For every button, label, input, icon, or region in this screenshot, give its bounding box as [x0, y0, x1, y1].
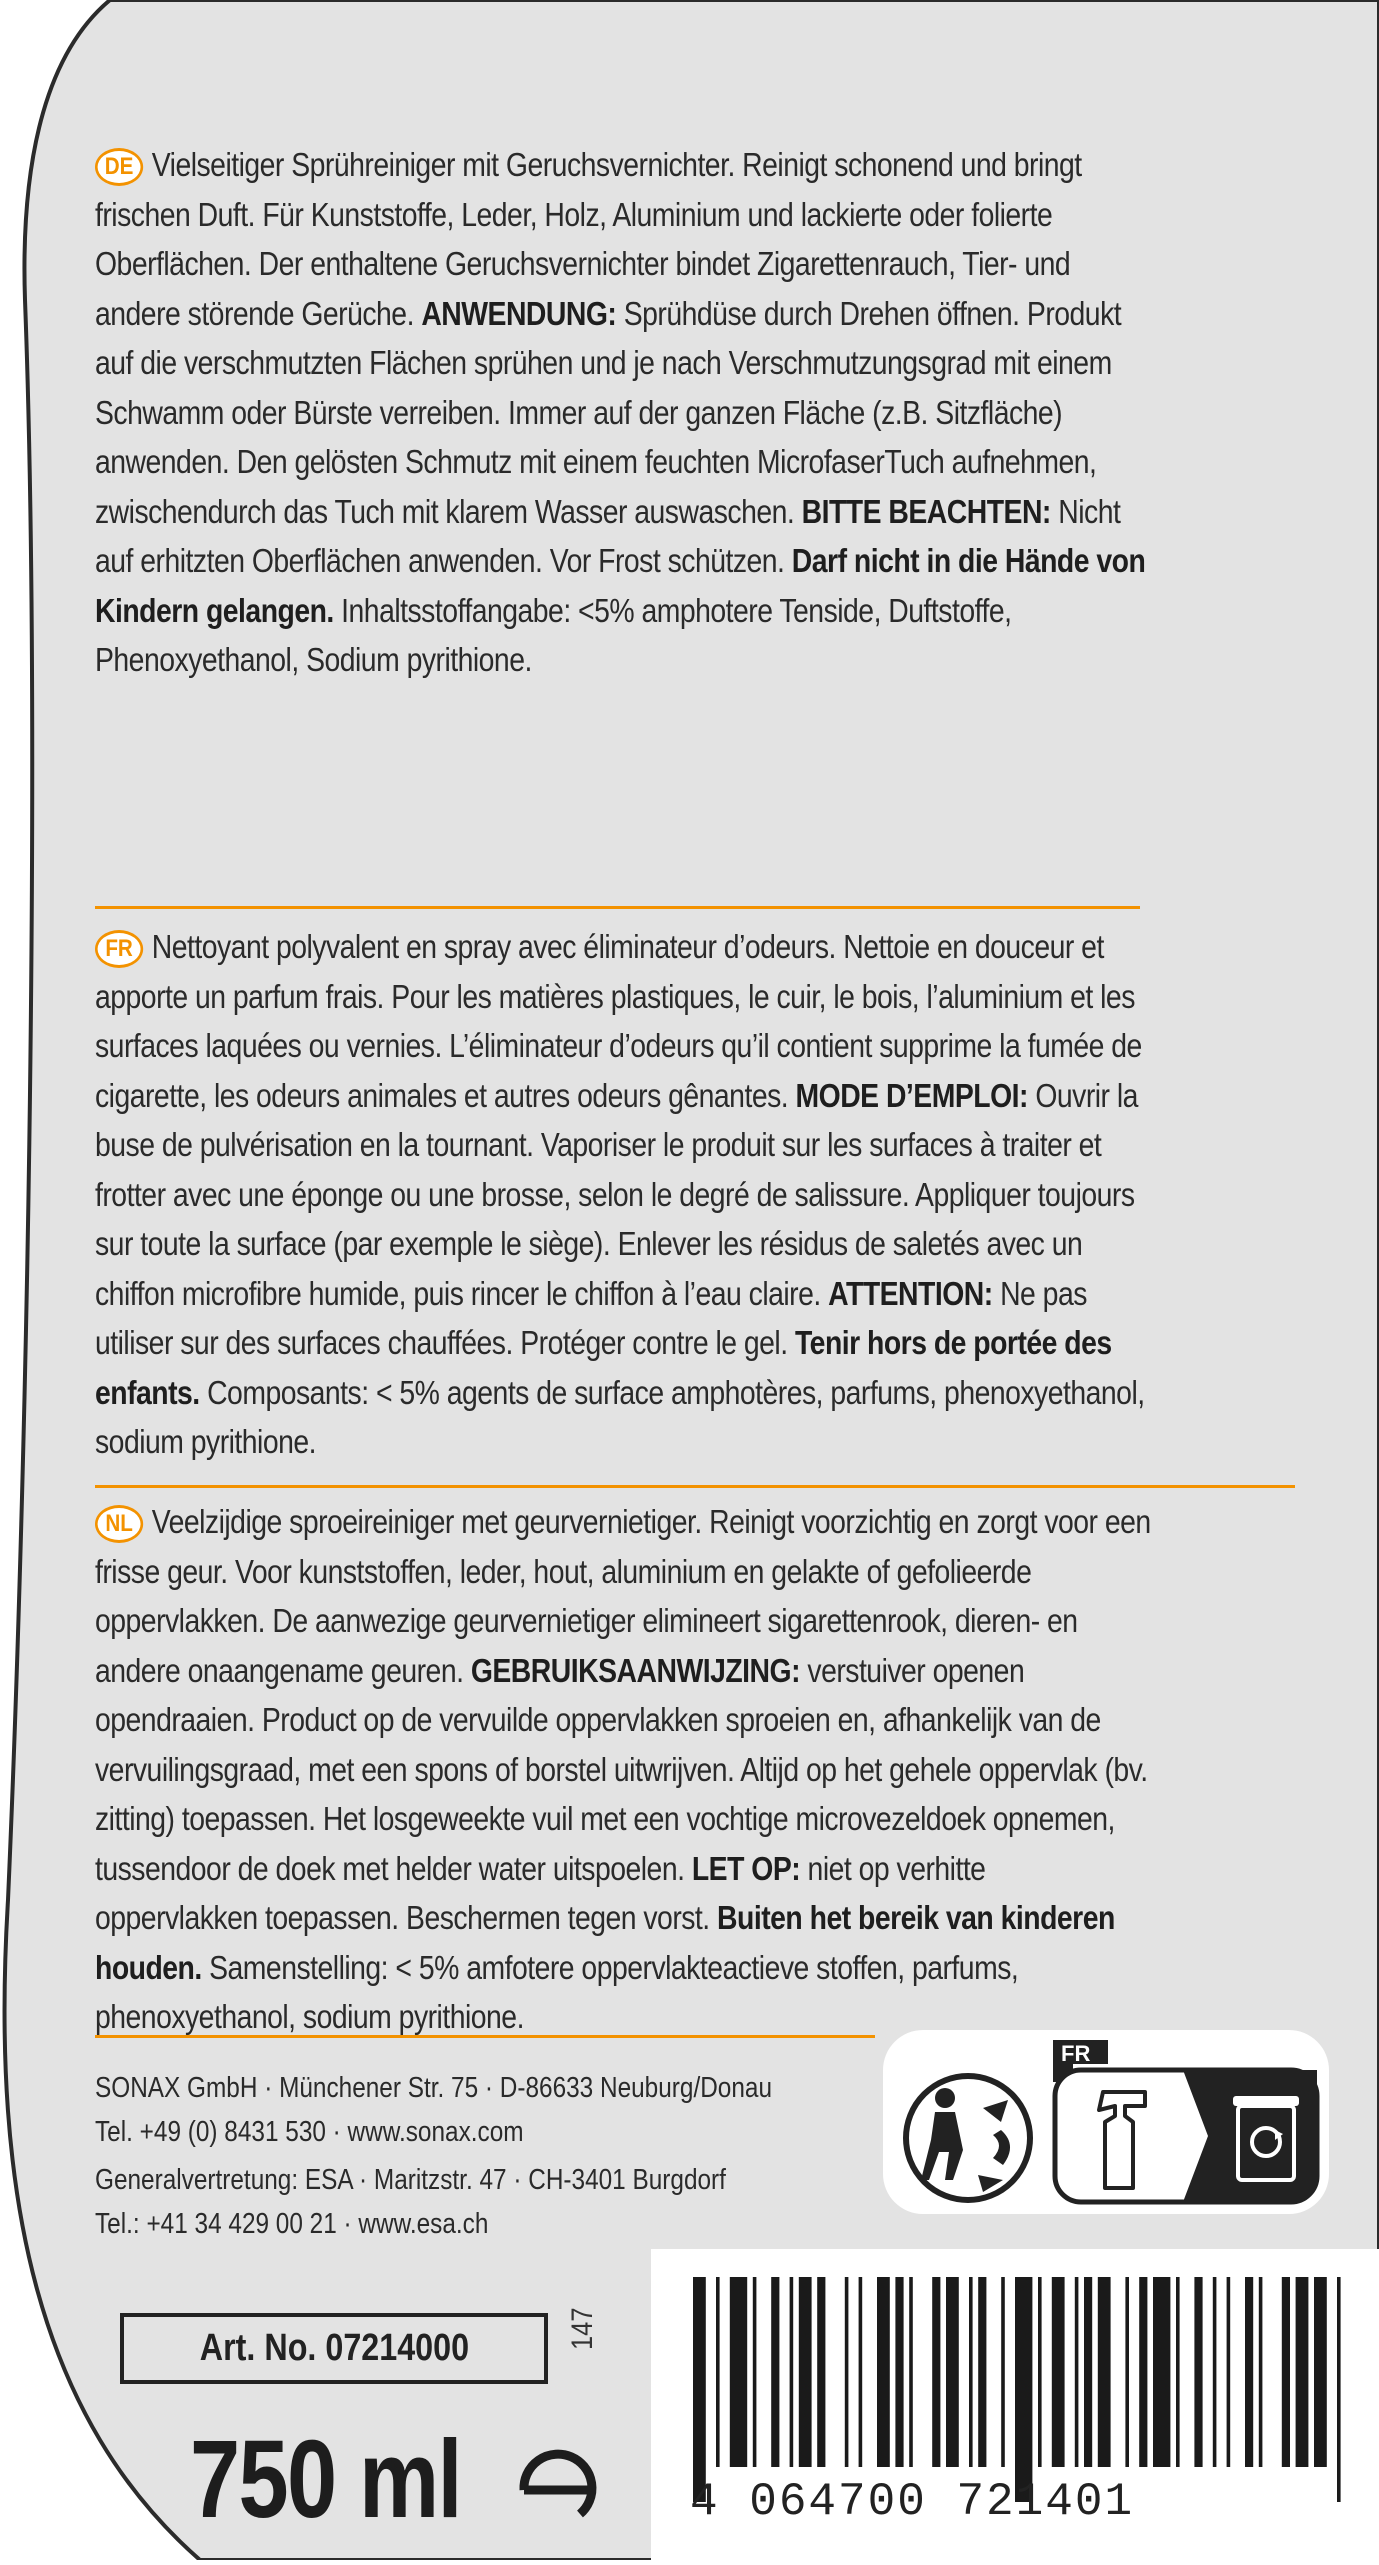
dutch-section [95, 1497, 1153, 2042]
manufacturer-info [95, 2066, 851, 2154]
fr-usage-heading: MODE D’EMPLOI: [795, 1076, 1028, 1114]
barcode-bar [859, 2277, 863, 2467]
barcode-bar [969, 2277, 973, 2467]
barcode-bar [771, 2277, 779, 2467]
barcode-bar [716, 2277, 720, 2467]
french-section [95, 922, 1153, 1467]
lang-badge-de: DE [95, 148, 143, 186]
barcode-bar [1052, 2277, 1065, 2467]
barcode-bar [1084, 2277, 1092, 2467]
barcode-bar [1194, 2277, 1202, 2467]
fr-note-heading: ATTENTION: [828, 1274, 993, 1312]
separator-fr-nl [95, 1485, 1295, 1488]
german-section [95, 140, 1153, 685]
manufacturer-contact: Tel. +49 (0) 8431 530 · www.sonax.com [95, 2116, 524, 2148]
barcode-bar [693, 2277, 706, 2502]
de-description: Vielseitiger Sprühreiniger mit Geruchsvernichter. Reinigt schonend und bringt frischen Duft. Für Kunststoffe, Leder, Holz, Aluminium und lackierte oder folierte Oberflächen. Der enthaltene Geruchsvernichter bindet Zigarettenrauch, Tier- und andere störende Gerüche. [95, 146, 1082, 332]
barcode-bar [1259, 2277, 1263, 2467]
barcode-bar [1125, 2277, 1129, 2467]
de-usage-heading: ANWENDUNG: [421, 294, 617, 332]
barcode-digits: 4 064700 721401 [690, 2476, 1135, 2528]
lang-badge-nl: NL [95, 1505, 143, 1543]
country-code: FR [1061, 2041, 1091, 2066]
manufacturer-address: SONAX GmbH · Münchener Str. 75 · D-86633 Neuburg/Donau [95, 2072, 773, 2104]
barcode-bar [730, 2277, 747, 2467]
fr-child-warning: Tenir hors de portée des enfants. [95, 1324, 1112, 1411]
nl-usage-heading: GEBRUIKSAANWIJZING: [470, 1651, 801, 1689]
barcode-bar [1098, 2277, 1111, 2467]
barcode-bar [909, 2277, 913, 2467]
separator-de-fr [95, 906, 1140, 909]
barcode-bar [1001, 2277, 1005, 2467]
de-usage-text: Sprühdüse durch Drehen öffnen. Produkt auf die verschmutzten Flächen sprühen und je nach Verschmutzungsgrad mit einem Schwamm oder Bürste verreiben. Immer auf der ganzen Fläche (z.B. Sitzfläche) anwenden. Den gelösten Schmutz mit einem feuchten MicrofaserTuch aufnehmen, zwischendurch das Tuch mit klarem Wasser auswaschen. [95, 294, 1122, 530]
triman-icon [906, 2076, 1030, 2200]
barcode-bar [790, 2277, 794, 2467]
barcode-bar [1337, 2277, 1341, 2502]
distributor-info [95, 2158, 851, 2246]
barcode-bar [1153, 2277, 1170, 2467]
barcode-bar [799, 2277, 812, 2467]
nl-usage-text: verstuiver openen opendraaien. Product op de vervuilde oppervlakken sproeien en, afhankelijk van de vervuilingsgraad, met een spons of borstel uitwrijven. Altijd op het gehele oppervlak (bv. zitting) toepassen. Het losgeweekte vuil met een vochtige microvezeldoek opnemen, tussendoor de doek met helder water uitspoelen. [95, 1651, 1148, 1887]
barcode-bar [1245, 2277, 1253, 2467]
barcode-bar [877, 2277, 890, 2467]
barcode-bar [978, 2277, 986, 2467]
barcode-bar [1314, 2277, 1327, 2467]
barcode-bar [845, 2277, 849, 2467]
de-ingredients: Inhaltsstoffangabe: <5% amphotere Tenside, Duftstoffe, Phenoxyethanol, Sodium pyrithione. [95, 591, 1012, 678]
lang-badge-fr: FR [95, 930, 143, 968]
barcode-bar [1139, 2277, 1147, 2467]
barcode-bar [1038, 2277, 1042, 2467]
barcode-bar [1015, 2277, 1032, 2502]
fr-description: Nettoyant polyvalent en spray avec éliminateur d’odeurs. Nettoie en douceur et apporte un parfum frais. Pour les matières plastiques, le cuir, le bois, l’aluminium et les surfaces laquées ou vernies. L’éliminateur d’odeurs qu’il contient supprime la fumée de cigarette, les odeurs animales et autres odeurs gênantes. [95, 928, 1142, 1114]
distributor-address: Generalvertretung: ESA · Maritzstr. 47 · CH-3401 Burgdorf [95, 2164, 726, 2196]
estimated-sign-icon [510, 2448, 600, 2528]
barcode-bar [1282, 2277, 1290, 2467]
nl-note-text: niet op verhitte oppervlakken toepassen. Beschermen tegen vorst. [95, 1849, 986, 1936]
recycling-graphic [883, 2030, 1329, 2214]
fr-ingredients: Composants: < 5% agents de surface amphotères, parfums, phenoxyethanol, sodium pyrithione. [95, 1373, 1145, 1460]
side-code: 147 [566, 2307, 599, 2350]
barcode-bar [817, 2277, 825, 2467]
nl-note-heading: LET OP: [691, 1849, 801, 1887]
barcode-bar [1176, 2277, 1180, 2467]
article-number: Art. No. 07214000 [199, 2327, 469, 2369]
nl-ingredients: Samenstelling: < 5% amfotere oppervlakteactieve stoffen, parfums, phenoxyethanol, sodium pyrithione. [95, 1948, 1019, 2035]
separator-nl-company [95, 2035, 875, 2038]
barcode-bar [932, 2277, 940, 2467]
barcode-bar [1296, 2277, 1309, 2467]
de-child-warning: Darf nicht in die Hände von Kindern gelangen. [95, 542, 1146, 629]
barcode-bar [895, 2277, 903, 2467]
de-note-text: Nicht auf erhitzten Oberflächen anwenden. Vor Frost schützen. [95, 492, 1121, 579]
barcode-bar [1227, 2277, 1231, 2467]
barcode-bar [946, 2277, 959, 2467]
nl-description: Veelzijdige sproeireiniger met geurvernietiger. Reinigt voorzichtig en zorgt voor een frisse geur. Voor kunststoffen, leder, hout, aluminium en gelakte of gefolieerde oppervlakken. De aanwezige geurvernietiger elimineert sigarettenrook, dieren- en andere onaangename geuren. [95, 1503, 1151, 1689]
barcode-bar [1213, 2277, 1217, 2467]
nl-child-warning: Buiten het bereik van kinderen houden. [95, 1899, 1115, 1986]
fr-usage-text: Ouvrir la buse de pulvérisation en la tournant. Vaporiser le produit sur les surfaces à traiter et frotter avec une éponge ou une brosse, selon le degré de salissure. Appliquer toujours sur toute la surface (par exemple le siège). Enlever les résidus de saletés avec un chiffon microfibre humide, puis rincer le chiffon à l’eau claire. [95, 1076, 1138, 1312]
recycling-info-box [883, 2030, 1329, 2214]
de-note-heading: BITTE BEACHTEN: [801, 492, 1051, 530]
article-number-box [120, 2313, 548, 2384]
volume-label: 750 ml [190, 2418, 461, 2541]
distributor-contact: Tel.: +41 34 429 00 21 · www.esa.ch [95, 2208, 489, 2240]
barcode-bar [1075, 2277, 1079, 2467]
barcode-bar [753, 2277, 757, 2467]
fr-note-text: Ne pas utiliser sur des surfaces chauffées. Protéger contre le gel. [95, 1274, 1087, 1361]
